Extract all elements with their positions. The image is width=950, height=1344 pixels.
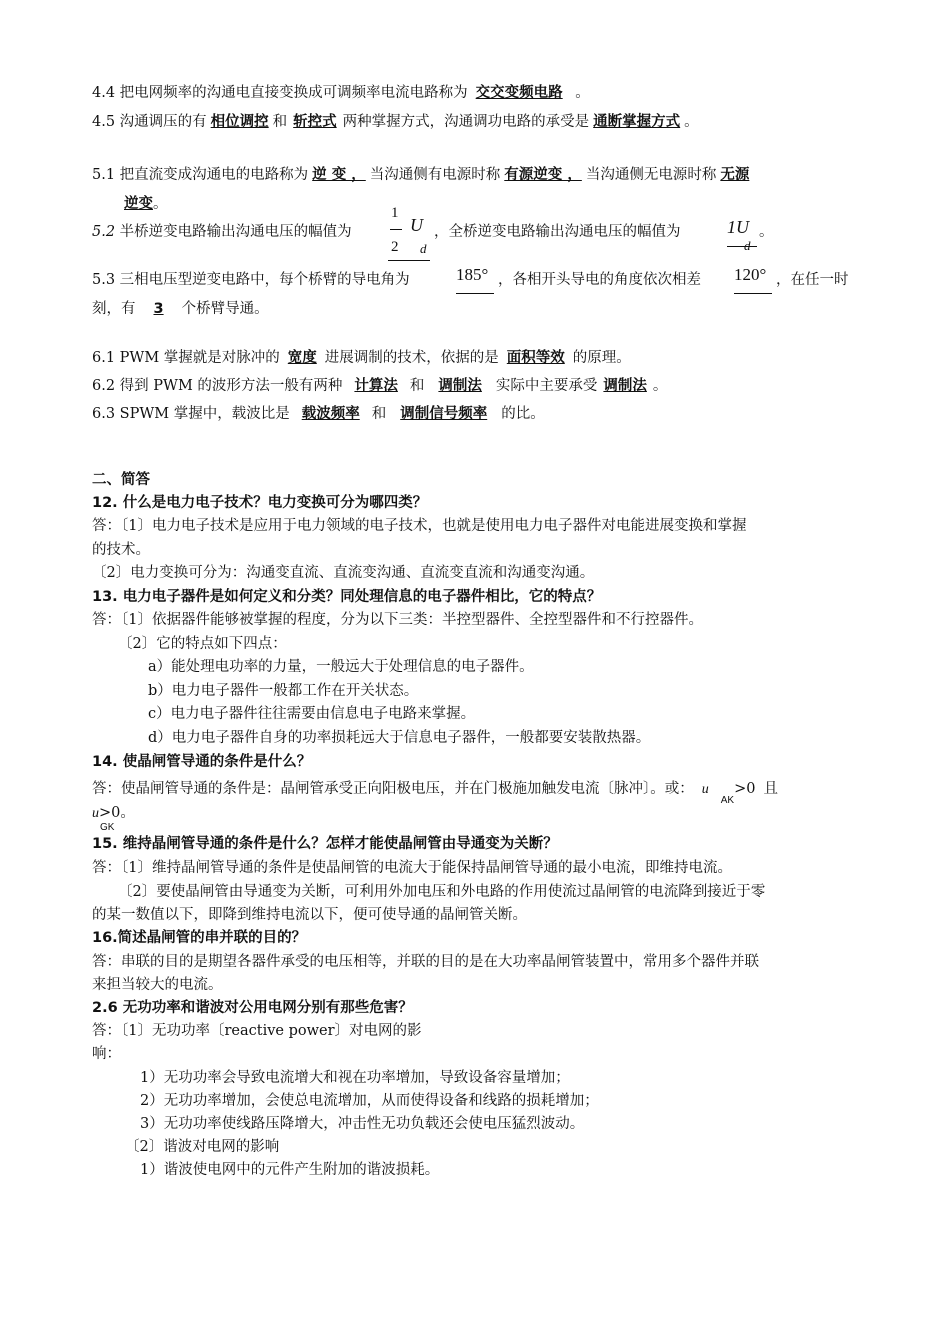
subscript-d: d [744, 238, 751, 253]
question-14: 14. 使晶闸管导通的条件是什么？ [92, 754, 312, 770]
fraction-denominator: 2 [391, 239, 399, 255]
answer-underline [388, 260, 430, 261]
question-number: 4.5 [92, 114, 116, 130]
answer-blank: 3 [153, 301, 164, 317]
question-text: 三相电压型逆变电路中，每个桥臂的导电角为 [119, 272, 410, 288]
answer-text: >0。 [99, 805, 135, 821]
voltage-symbol: u [701, 782, 709, 797]
answer-16-cont: 来担当较大的电流。 [92, 977, 223, 993]
answer-blank: 通断掌握方式 [593, 114, 681, 130]
answer-15-1: 答：〔1〕维持晶闸管导通的条件是使晶闸管的电流大于能保持晶闸管导通的最小电流，即维持电流。 [92, 860, 732, 876]
fill-question-5-2-end [759, 222, 774, 242]
full-bridge-amplitude [727, 217, 761, 257]
angle-value: 185° [456, 265, 489, 284]
fill-question-6-3 [92, 404, 545, 424]
answer-blank: 交交变频电路 [475, 85, 563, 101]
voltage-symbol: u [92, 806, 99, 821]
question-text: 6.1 PWM 掌握就是对脉冲的 [92, 350, 280, 366]
answer-text: 且 [763, 781, 778, 797]
fill-question-5-2 [92, 222, 352, 242]
answer-13-point-a: a）能处理电功率的力量，一般远大于处理信息的电子器件。 [148, 659, 534, 675]
question-text: 个桥臂导通。 [181, 301, 269, 317]
question-number: 4.4 [92, 85, 116, 101]
answer-16: 答：串联的目的是期望各器件承受的电压相等，并联的目的是在大功率晶闸管装置中，常用多个器件并联 [92, 954, 759, 970]
answer-blank: 调制法 [438, 378, 482, 394]
question-text: 。 [575, 85, 590, 101]
answer-text: 答：使晶闸管导通的条件是：晶闸管承受正向阳极电压，并在门极施加触发电流〔脉冲〕。或： [92, 781, 694, 797]
answer-2-6-point-2: 2）无功功率增加，会使总电流增加，从而使得设备和线路的损耗增加； [140, 1093, 599, 1109]
question-number: 5.1 [92, 167, 116, 183]
answer-2-6-1: 答：〔1〕无功功率〔reactive power〕对电网的影 [92, 1023, 422, 1039]
answer-14 [92, 779, 778, 806]
angle-value: 120° [734, 265, 767, 284]
answer-blank: 斩控式 [293, 114, 337, 130]
answer-blank: 宽度 [287, 350, 317, 366]
answer-blank: 有源逆变 ， [504, 167, 582, 183]
half-fraction [388, 205, 432, 265]
question-15: 15. 维持晶闸管导通的条件是什么？怎样才能使晶闸管由导通变为关断？ [92, 836, 558, 852]
question-text: 沟通调压的有 [119, 114, 207, 130]
question-text: ，全桥逆变电路输出沟通电压的幅值为 [434, 224, 681, 240]
question-text: 6.2 得到 PWM 的波形方法一般有两种 [92, 378, 343, 394]
answer-13-point-c: c）电力电子器件往往需要由信息电子电路来掌握。 [148, 706, 476, 722]
fraction-bar [390, 229, 402, 230]
question-text: 6.3 SPWM 掌握中，载波比是 [92, 406, 290, 422]
fill-question-4-5 [92, 112, 699, 132]
fill-question-6-1 [92, 348, 631, 368]
answer-2-6-point-1: 1）无功功率会导致电流增大和视在功率增加，导致设备容量增加； [140, 1070, 570, 1086]
answer-13-point-b: b）电力电子器件一般都工作在开关状态。 [148, 683, 419, 699]
question-12: 12. 什么是电力电子技术？电力变换可分为哪四类？ [92, 495, 428, 511]
answer-12-2: 〔2〕电力变换可分为：沟通变直流、直流变沟通、直流变直流和沟通变沟通。 [92, 565, 595, 581]
answer-underline [734, 293, 772, 294]
question-text: 刻，有 [92, 301, 136, 317]
fill-question-5-1-cont [124, 194, 168, 214]
question-13: 13. 电力电子器件是如何定义和分类？同处理信息的电子器件相比，它的特点？ [92, 589, 602, 605]
question-text: 当沟通侧无电源时称 [585, 167, 717, 183]
question-text: 和 [409, 378, 425, 394]
fill-question-4-4 [92, 83, 590, 103]
conduction-angle-answer [456, 265, 496, 285]
answer-blank: 逆变 [124, 196, 153, 212]
fill-question-5-3-end [776, 270, 849, 290]
answer-15-2-cont: 的某一数值以下，即降到维持电流以下，便可使导通的晶闸管关断。 [92, 907, 527, 923]
question-text: ，各相开头导电的角度依次相差 [498, 272, 701, 288]
answer-underline [456, 293, 494, 294]
question-text: 的比。 [501, 406, 545, 422]
answer-12-1: 答：〔1〕电力电子技术是应用于电力领域的电子技术，也就是使用电力电子器件对电能进展变换和掌握 [92, 518, 747, 534]
question-text: 把直流变成沟通电的电路称为 [119, 167, 309, 183]
answer-13-1: 答：〔1〕依据器件能够被掌握的程度，分为以下三类：半控型器件、全控型器件和不行控器件。 [92, 612, 703, 628]
answer-blank: 计算法 [354, 378, 398, 394]
phase-angle-answer [734, 265, 774, 285]
fill-question-5-3 [92, 270, 410, 290]
answer-text: >0 [734, 781, 756, 797]
question-text: 把电网频率的沟通电直接变换成可调频率电流电路称为 [119, 85, 468, 101]
question-text: 半桥逆变电路输出沟通电压的幅值为 [119, 224, 352, 240]
answer-blank: 无源 [720, 167, 750, 183]
question-text: 当沟通侧有电源时称 [369, 167, 501, 183]
voltage-symbol: 1U [727, 217, 749, 237]
fill-question-5-1 [92, 165, 753, 185]
question-text: 进展调制的技术，依据的是 [324, 350, 499, 366]
answer-15-2: 〔2〕要使晶闸管由导通变为关断，可利用外加电压和外电路的作用使流过晶闸管的电流降到接近于零 [118, 884, 766, 900]
answer-2-6-1-cont: 响： [92, 1046, 121, 1062]
fill-question-5-3-cont [92, 299, 269, 319]
answer-blank: 载波频率 [301, 406, 360, 422]
answer-blank: 面积等效 [506, 350, 565, 366]
answer-blank: 调制法 [603, 378, 647, 394]
question-text: 的原理。 [572, 350, 631, 366]
answer-underline [727, 246, 757, 247]
question-text: 。 [684, 114, 699, 130]
answer-2-6-2: 〔2〕谐波对电网的影响 [125, 1139, 280, 1155]
fill-question-6-2 [92, 376, 667, 396]
question-number: 5.3 [92, 272, 116, 288]
question-2-6: 2.6 无功功率和谐波对公用电网分别有那些危害？ [92, 1000, 413, 1016]
question-number: 5.2 [92, 224, 116, 240]
fraction-numerator: 1 [391, 205, 399, 221]
question-text: 两种掌握方式，沟通调功电路的承受是 [342, 114, 590, 130]
question-text: 。 [759, 224, 774, 240]
fill-question-5-2-mid [434, 222, 681, 242]
answer-12-1-cont: 的技术。 [92, 542, 150, 558]
question-16: 16.简述晶闸管的串并联的目的？ [92, 930, 307, 946]
question-text: 和 [272, 114, 288, 130]
question-text: 。 [153, 196, 168, 212]
answer-blank: 调制信号频率 [400, 406, 488, 422]
answer-13-2: 〔2〕它的特点如下四点： [118, 636, 287, 652]
question-text: 实际中主要承受 [495, 378, 598, 394]
voltage-symbol: U [410, 215, 423, 235]
question-text: ，在任一时 [776, 272, 849, 288]
fill-question-5-3-mid [498, 270, 701, 290]
answer-13-point-d: d）电力电子器件自身的功率损耗远大于信息电子器件，一般都要安装散热器。 [148, 730, 651, 746]
subscript-gk: GK [100, 822, 115, 833]
answer-2-6-point-3: 3）无功功率使线路压降增大，冲击性无功负载还会使电压猛烈波动。 [140, 1116, 585, 1132]
answer-2-6-2-point-1: 1）谐波使电网中的元件产生附加的谐波损耗。 [140, 1162, 440, 1178]
subscript-d: d [420, 241, 427, 256]
subscript-ak: AK [720, 795, 735, 806]
question-text: 和 [371, 406, 387, 422]
question-text: 。 [652, 378, 668, 394]
section-heading: 二、简答 [92, 472, 150, 488]
answer-blank: 逆 变 ， [312, 167, 366, 183]
answer-blank: 相位调控 [210, 114, 269, 130]
